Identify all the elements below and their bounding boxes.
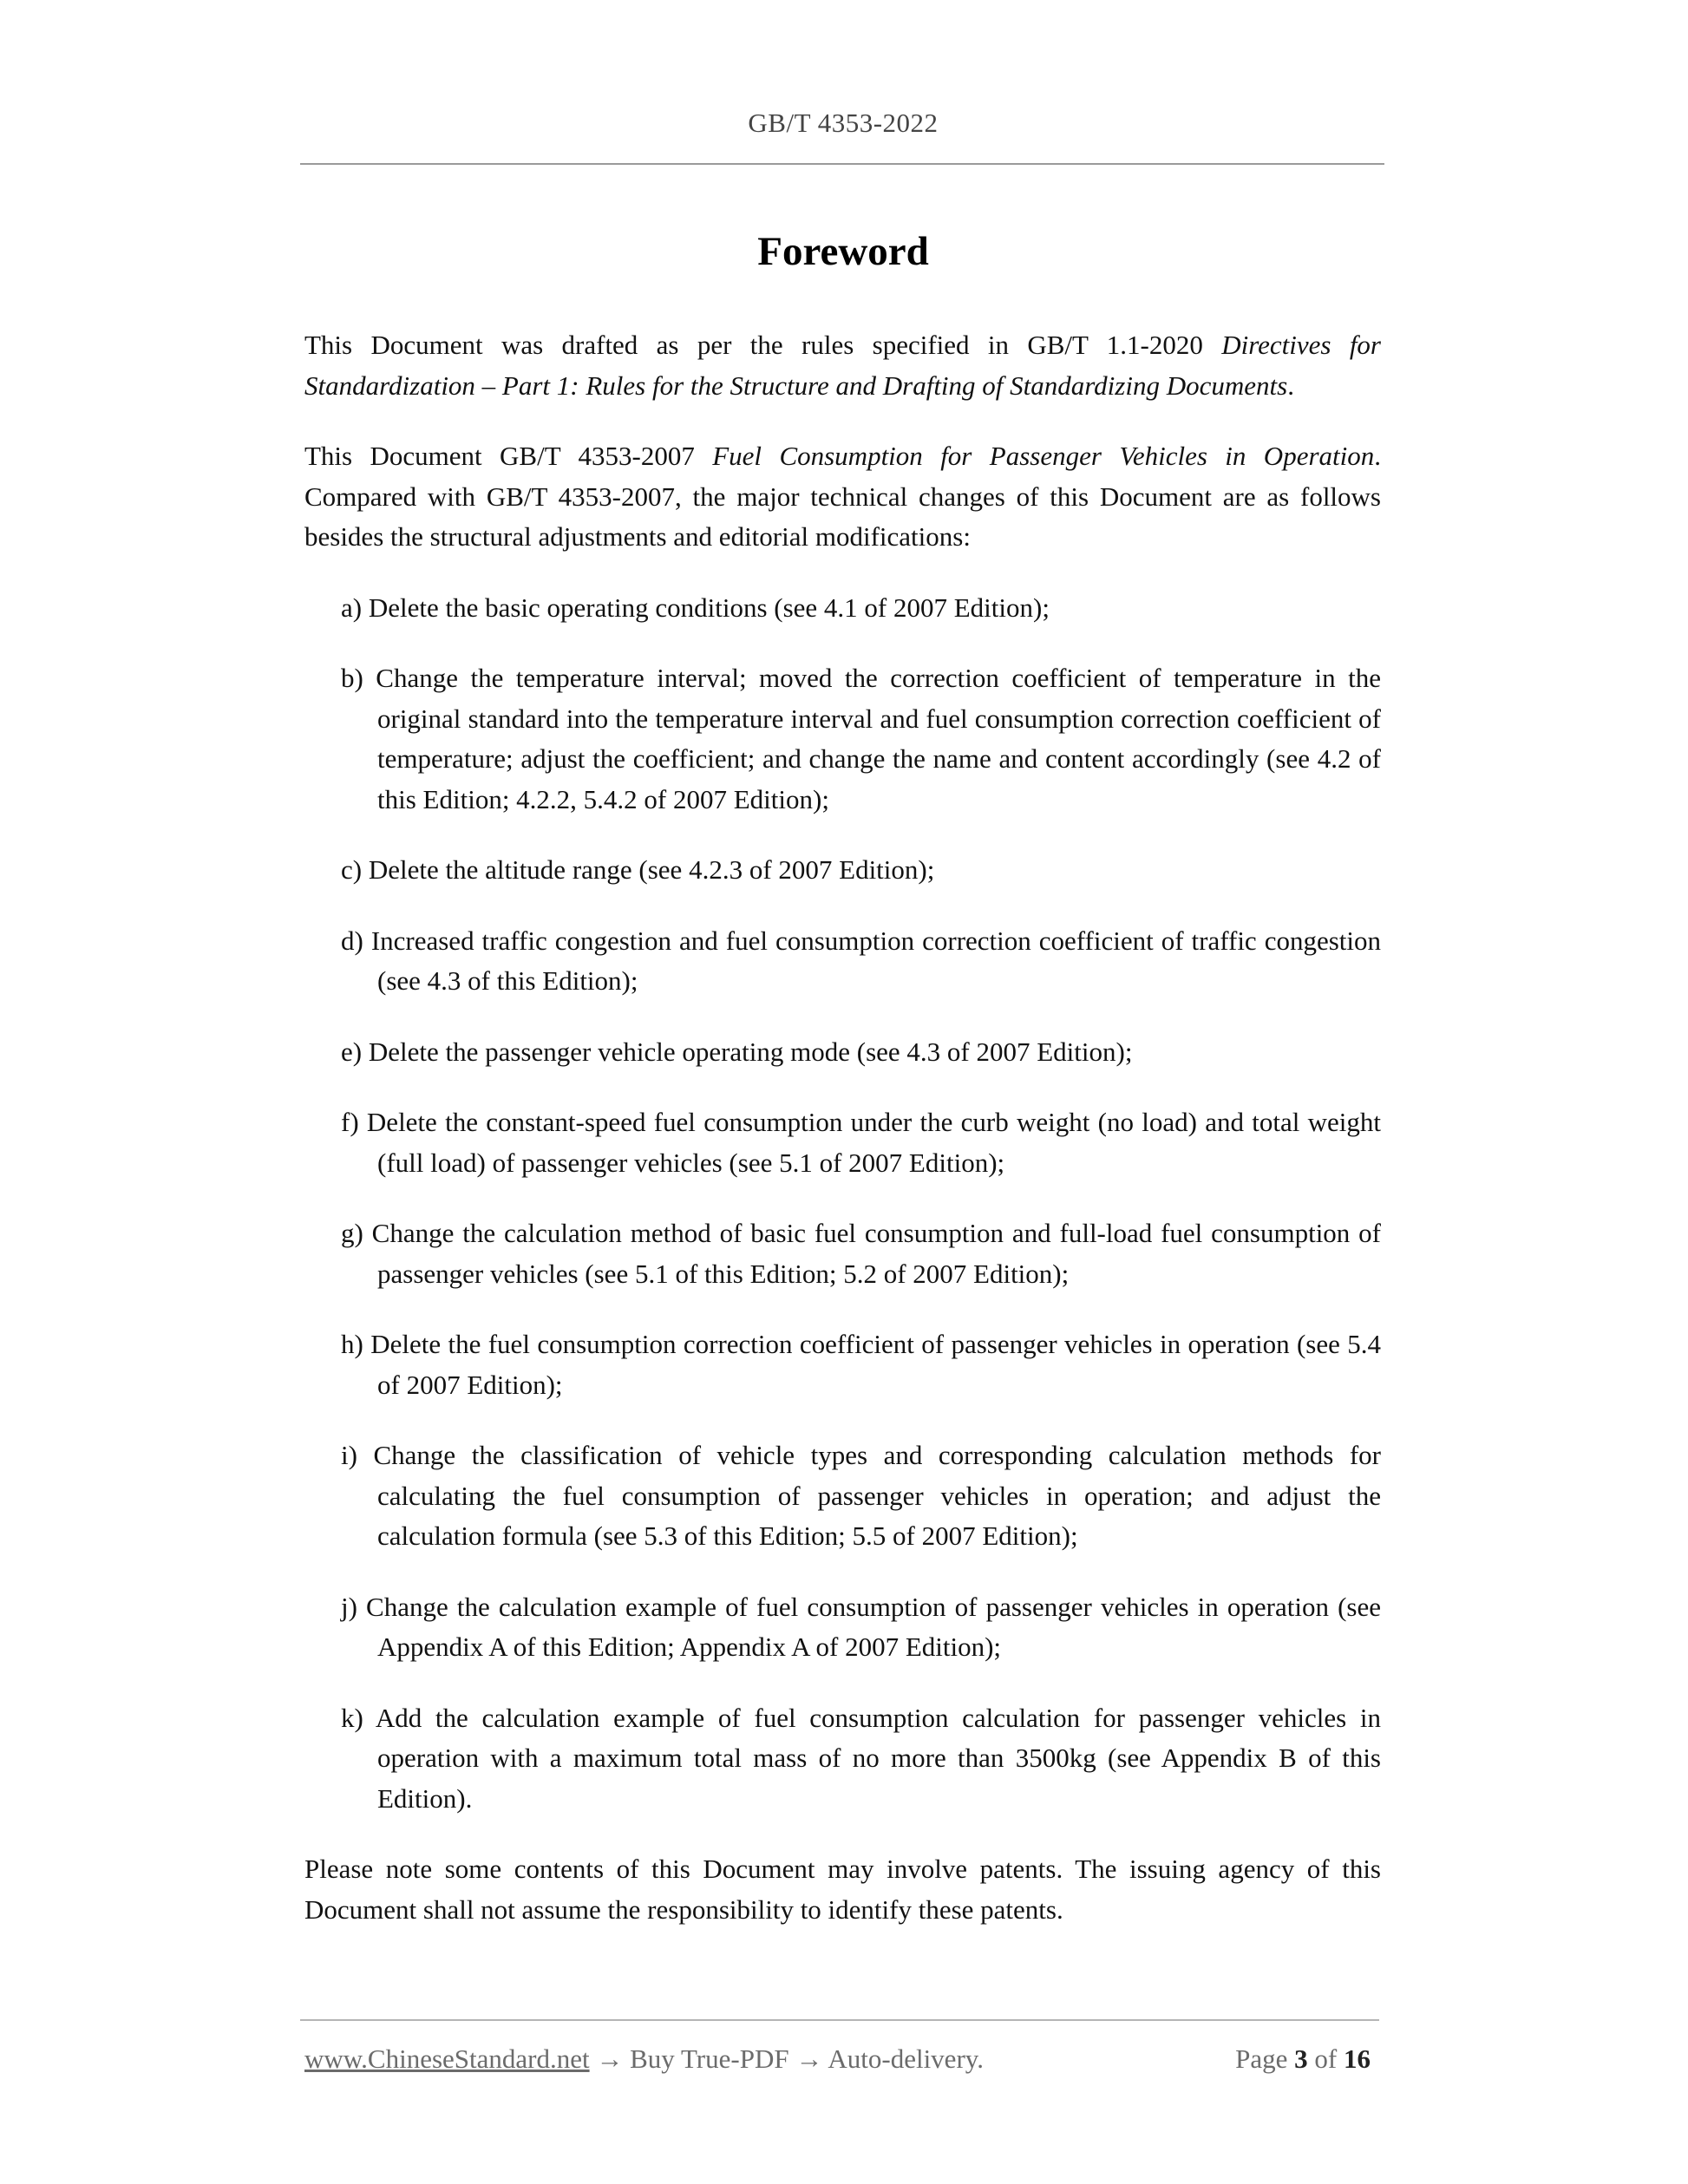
foreword-body xyxy=(304,325,1381,1930)
website-link[interactable]: www.ChineseStandard.net xyxy=(304,2043,590,2074)
change-list-item-g: g) Change the calculation method of basic fuel consumption and full-load fuel consumption of passenger vehicles (see 5.1 of this Edition; 5.2 of 2007 Edition); xyxy=(341,1218,1381,1289)
foreword-paragraph-replacement xyxy=(304,436,1381,558)
footer-promo xyxy=(304,2043,984,2075)
paragraph-text: . xyxy=(1287,369,1294,401)
change-list-item-i: i) Change the classification of vehicle types and corresponding calculation methods for calculating the fuel consumption of passenger vehicles in operation; and adjust the calculation formula (see 5.3 of this Edition; 5.5 of 2007 Edition); xyxy=(341,1440,1381,1551)
change-list-item-j: j) Change the calculation example of fuel consumption of passenger vehicles in operation (see Appendix A of this Edition; Appendix A of 2007 Edition); xyxy=(341,1591,1381,1662)
change-list-item-c: c) Delete the altitude range (see 4.2.3 of 2007 Edition); xyxy=(341,854,935,885)
cited-standard-title: Directives for Standardization – Part 1: Rules for the Structure and Drafting of Standardizing Documents xyxy=(304,330,1381,401)
paragraph-text: This Document GB/T 4353-2007 xyxy=(304,441,713,471)
current-page-number: 3 xyxy=(1294,2043,1308,2074)
change-list-item-h: h) Delete the fuel consumption correction coefficient of passenger vehicles in operation (see 5.4 of 2007 Edition); xyxy=(341,1329,1381,1400)
footer-divider xyxy=(300,2019,1379,2021)
page-label: Page xyxy=(1235,2043,1295,2074)
change-list-item-k: k) Add the calculation example of fuel consumption calculation for passenger vehicles in operation with a maximum total mass of no more than 3500kg (see Appendix B of this Edition). xyxy=(341,1702,1381,1814)
footer-promo-text: → Buy True-PDF → Auto-delivery. xyxy=(589,2043,984,2074)
document-header: GB/T 4353-2022 xyxy=(748,108,939,138)
change-list-item-b: b) Change the temperature interval; moved the correction coefficient of temperature in the original standard into the temperature interval and fuel consumption correction coefficient of temperature; adjust the coefficient; and change the name and content accordingly (see 4.2 of this Edition; 4.2.2, 5.4.2 of 2007 Edition); xyxy=(341,663,1381,814)
total-page-count: 16 xyxy=(1344,2043,1371,2074)
paragraph-text: . Compared with GB/T 4353-2007, the major technical changes of this Document are as follows besides the structural adjustments and editorial modifications: xyxy=(304,441,1381,552)
page-title: Foreword xyxy=(757,229,929,274)
page-number xyxy=(1235,2043,1371,2075)
paragraph-text: This Document was drafted as per the rules specified in GB/T 1.1-2020 xyxy=(304,330,1222,360)
foreword-paragraph-drafting-rules xyxy=(304,325,1381,406)
change-list-item-d: d) Increased traffic congestion and fuel consumption correction coefficient of traffic congestion (see 4.3 of this Edition); xyxy=(341,925,1381,996)
change-list-item-a: a) Delete the basic operating conditions (see 4.1 of 2007 Edition); xyxy=(341,592,1050,623)
header-divider xyxy=(300,163,1384,165)
change-list-item-e: e) Delete the passenger vehicle operating mode (see 4.3 of 2007 Edition); xyxy=(341,1036,1133,1067)
change-list-item-f: f) Delete the constant-speed fuel consumption under the curb weight (no load) and total weight (full load) of passenger vehicles (see 5.1 of 2007 Edition); xyxy=(341,1107,1381,1178)
page-of-label: of xyxy=(1307,2043,1344,2074)
replaced-standard-title: Fuel Consumption for Passenger Vehicles in Operation xyxy=(712,441,1375,471)
foreword-paragraph-patents: Please note some contents of this Document may involve patents. The issuing agency of this Document shall not assume the responsibility to identify these patents. xyxy=(304,1854,1381,1925)
